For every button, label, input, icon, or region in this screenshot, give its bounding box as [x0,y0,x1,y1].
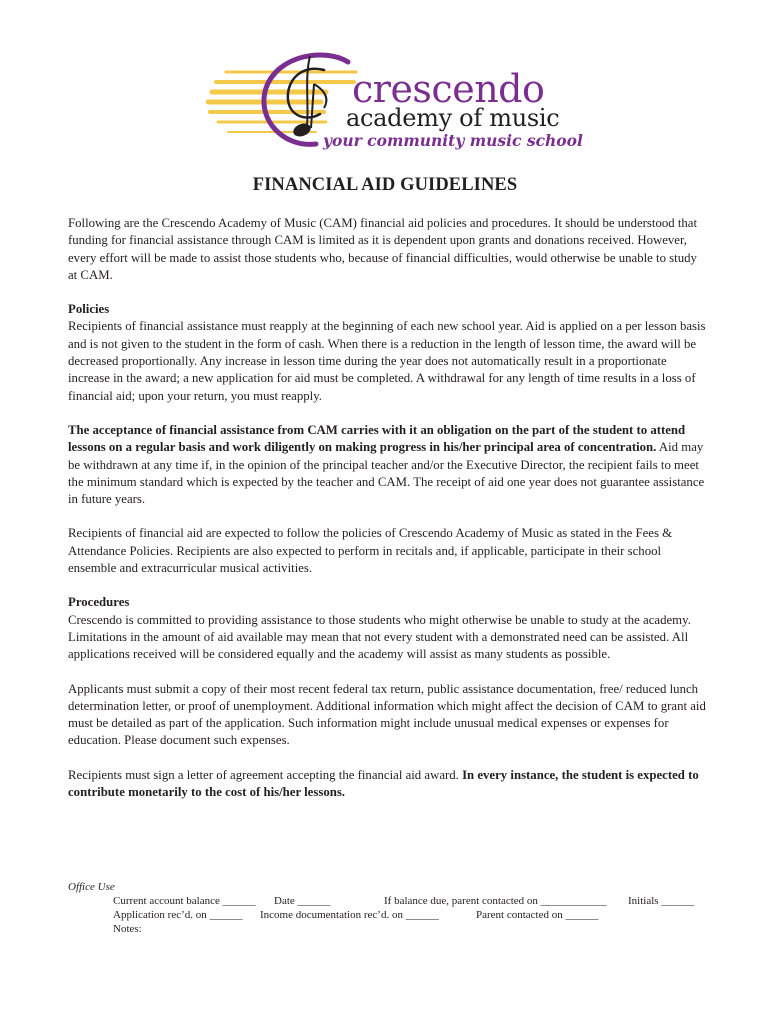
agreement-statement: Recipients must sign a letter of agreement accepting the financial aid award. [68,767,463,782]
office-use-section [68,880,728,936]
procedures-paragraph-2: Applicants must submit a copy of their most recent federal tax return, public assistance documentation, free/ reduced lunch determination letter, or proof of unemployment. Additional information which might affect the decision of CAM to grant aid must be detailed as part of the application. Such information might include unusual medical expenses or expenses for education. Please document such expenses. [68,681,706,748]
contribution-statement: In every instance, the student is expected to contribute monetarily to the cost of his/her lessons. [68,767,699,800]
office-use-label: Office Use [68,881,115,893]
office-use-row-2 [113,908,728,922]
notes-field: Notes: [113,923,142,935]
policies-section [68,301,708,405]
office-use-row-1 [113,894,728,908]
policies-heading: Policies [68,302,110,317]
obligation-statement: The acceptance of financial assistance from CAM carries with it an obligation on the part of the student to attend lessons on a regular basis and work diligently on making progress in his/her principal area of concentration. [68,422,686,455]
page-title: FINANCIAL AID GUIDELINES [252,175,518,195]
income-documentation-field: Income documentation rec’d. on ______ [260,909,439,921]
procedures-paragraph-3 [68,767,708,802]
initials-field: Initials ______ [628,895,695,907]
procedures-paragraph-1: Crescendo is committed to providing assistance to those students who might otherwise be unable to study at the academy. Limitations in the amount of aid available may mean that not every student with a demonstrated need can be assisted. All applications received will be considered equally and the academy will assist as many students as possible. [68,612,691,662]
parent-contacted-field: Parent contacted on ______ [476,909,599,921]
policies-paragraph-2 [68,422,708,508]
policies-paragraph-1: Recipients of financial assistance must reapply at the beginning of each new school year. Aid is applied on a per lesson basis and is not given to the student in the form of cash. When there is a reduction in the length of lesson time, the award will be decreased proportionally. Any increase in lesson time during the year does not automatically result in a proportionate increase in the award; a new application for aid must be completed. A withdrawal for any length of time results in a loss of financial aid; upon your return, you must reapply. [68,319,706,403]
policies-paragraph-3: Recipients of financial aid are expected to follow the policies of Crescendo Academy of Music as stated in the Fees & Attendance Policies. Recipients are also expected to perform in recitals and, if applicable, participate in their school ensemble and extracurricular musical activities. [68,526,673,576]
intro-paragraph: Following are the Crescendo Academy of Music (CAM) financial aid policies and procedures. It should be understood that funding for financial assistance through CAM is limited as it is dependent upon grants and donations received. However, every effort will be made to assist those students who, because of financial difficulties, would otherwise be unable to study at CAM. [68,216,698,282]
date-field: Date ______ [274,895,331,907]
current-balance-field: Current account balance ______ [113,895,256,907]
parent-contacted-if-due-field: If balance due, parent contacted on ____________ [384,895,607,907]
logo-tagline: your community music school [323,131,583,150]
logo-subtitle: academy of music [346,104,560,132]
procedures-heading: Procedures [68,595,130,610]
policies-paragraph-2-rest: Aid may be withdrawn at any time if, in the opinion of the principal teacher and/or the Executive Director, the recipient fails to meet the minimum standard which is expected by the teacher and CAM. The receipt of aid one year does not guarantee assistance in future years. [68,440,705,507]
office-use-row-3 [113,922,728,936]
application-received-field: Application rec’d. on ______ [113,909,243,921]
procedures-section [68,594,708,663]
document-body [68,215,708,801]
logo-wordmark: crescendo [352,67,545,111]
